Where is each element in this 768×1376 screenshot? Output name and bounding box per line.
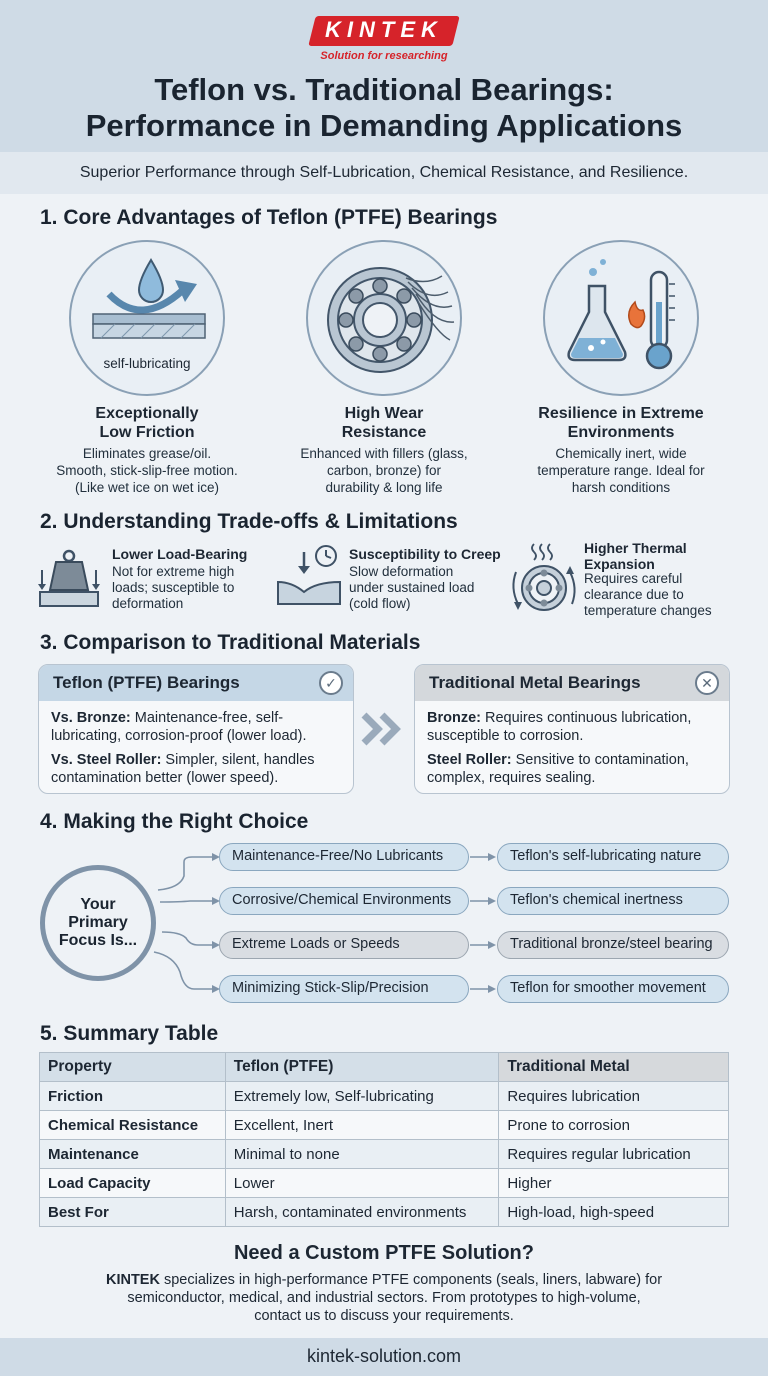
limitation-title-load: Lower Load-Bearing xyxy=(112,546,248,562)
table-row xyxy=(40,1111,729,1140)
double-chevron-icon xyxy=(358,709,410,749)
answer-traditional-bearing: Traditional bronze/steel bearing xyxy=(497,931,729,959)
metal-bronze: Bronze: Requires continuous lubrication, susceptible to corrosion. xyxy=(427,710,692,744)
table-cell: Friction xyxy=(40,1082,226,1111)
check-icon: ✓ xyxy=(319,671,343,695)
limitation-desc-creep: Slow deformation under sustained load (cold flow) xyxy=(349,564,475,611)
advantage-title-friction: Exceptionally Low Friction xyxy=(95,405,199,441)
table-row xyxy=(40,1169,729,1198)
need-corrosive: Corrosive/Chemical Environments xyxy=(219,887,469,915)
table-header-cell: Property xyxy=(40,1053,226,1082)
logo-tagline: Solution for researching xyxy=(320,50,448,62)
need-maintenance-free: Maintenance-Free/No Lubricants xyxy=(219,843,469,871)
table-cell: Requires regular lubrication xyxy=(499,1140,729,1169)
advantage-desc-friction: Eliminates grease/oil. Smooth, stick-slip-free motion. (Like wet ice on wet ice) xyxy=(56,446,238,495)
teflon-card xyxy=(38,664,354,794)
creep-clock-icon xyxy=(274,542,344,612)
table-row xyxy=(40,1140,729,1169)
table-cell: Prone to corrosion xyxy=(499,1111,729,1140)
need-extreme-loads: Extreme Loads or Speeds xyxy=(219,931,469,959)
table-cell: Excellent, Inert xyxy=(225,1111,499,1140)
cta-title: Need a Custom PTFE Solution? xyxy=(233,1242,534,1264)
section-title-comparison: 3. Comparison to Traditional Materials xyxy=(40,631,421,654)
advantage-desc-wear: Enhanced with fillers (glass, carbon, bronze) for durability & long life xyxy=(300,446,468,495)
title-line-1: Teflon vs. Traditional Bearings: xyxy=(154,72,614,107)
teflon-vs-steel: Vs. Steel Roller: Simpler, silent, handles contamination better (lower speed). xyxy=(51,752,315,786)
table-cell: Best For xyxy=(40,1198,226,1227)
footer-url[interactable]: kintek-solution.com xyxy=(306,1346,462,1366)
teflon-vs-bronze: Vs. Bronze: Maintenance-free, self- lubricating, corrosion-proof (lower load). xyxy=(51,710,307,744)
table-cell: Higher xyxy=(499,1169,729,1198)
page-title xyxy=(20,72,748,144)
table-cell: Requires lubrication xyxy=(499,1082,729,1111)
bearing-icon xyxy=(306,240,462,396)
advantage-title-resilience: Resilience in Extreme Environments xyxy=(538,405,704,441)
need-stick-slip: Minimizing Stick-Slip/Precision xyxy=(219,975,469,1003)
flask-thermometer-icon xyxy=(543,240,699,396)
advantage-desc-resilience: Chemically inert, wide temperature range. Ideal for harsh conditions xyxy=(537,446,705,495)
table-header-cell: Traditional Metal xyxy=(499,1053,729,1082)
table-cell: Harsh, contaminated environments xyxy=(225,1198,499,1227)
table-row xyxy=(40,1198,729,1227)
logo-text: KINTEK xyxy=(325,17,443,42)
table-cell: High-load, high-speed xyxy=(499,1198,729,1227)
weight-icon xyxy=(36,546,102,612)
table-header-row xyxy=(40,1053,729,1082)
metal-card xyxy=(414,664,730,794)
metal-card-title: Traditional Metal Bearings xyxy=(429,673,641,692)
advantage-title-wear: High Wear Resistance xyxy=(341,405,427,441)
low-friction-icon xyxy=(69,240,225,396)
table-row xyxy=(40,1082,729,1111)
title-line-2: Performance in Demanding Applications xyxy=(85,108,683,143)
cta-description: KINTEK specializes in high-performance PTFE components (seals, liners, labware) for semiconductor, medical, and industrial sectors. From prototypes to high-volume, contact us to discuss your requirements. xyxy=(105,1272,663,1324)
limitation-title-creep: Susceptibility to Creep xyxy=(349,546,501,562)
table-cell: Chemical Resistance xyxy=(40,1111,226,1140)
answer-self-lubricating: Teflon's self-lubricating nature xyxy=(497,843,729,871)
section-title-limitations: 2. Understanding Trade-offs & Limitations xyxy=(40,510,458,533)
table-cell: Maintenance xyxy=(40,1140,226,1169)
table-cell: Load Capacity xyxy=(40,1169,226,1198)
limitation-desc-load: Not for extreme high loads; susceptible to deformation xyxy=(112,564,235,611)
section-title-summary: 5. Summary Table xyxy=(40,1022,219,1045)
x-icon: ✕ xyxy=(695,671,719,695)
limitation-desc-thermal: Requires careful clearance due to temperature changes xyxy=(584,571,712,618)
table-cell: Extremely low, Self-lubricating xyxy=(225,1082,499,1111)
self-lubricating-label: self-lubricating xyxy=(103,356,191,371)
table-header-cell: Teflon (PTFE) xyxy=(225,1053,499,1082)
teflon-card-title: Teflon (PTFE) Bearings xyxy=(53,673,240,692)
focus-label: Your Primary Focus Is... xyxy=(58,896,138,949)
answer-chemical-inertness: Teflon's chemical inertness xyxy=(497,887,729,915)
table-cell: Lower xyxy=(225,1169,499,1198)
limitation-title-thermal: Higher Thermal Expansion xyxy=(584,540,687,572)
page-subtitle: Superior Performance through Self-Lubrication, Chemical Resistance, and Resilience. xyxy=(79,164,689,181)
metal-steel-roller: Steel Roller: Sensitive to contamination, complex, requires sealing. xyxy=(427,752,689,786)
answer-smoother-movement: Teflon for smoother movement xyxy=(497,975,729,1003)
table-cell: Minimal to none xyxy=(225,1140,499,1169)
summary-table xyxy=(39,1052,729,1227)
section-title-advantages: 1. Core Advantages of Teflon (PTFE) Bearings xyxy=(40,206,498,229)
section-title-choice: 4. Making the Right Choice xyxy=(40,810,309,833)
thermal-bearing-icon xyxy=(508,540,580,616)
